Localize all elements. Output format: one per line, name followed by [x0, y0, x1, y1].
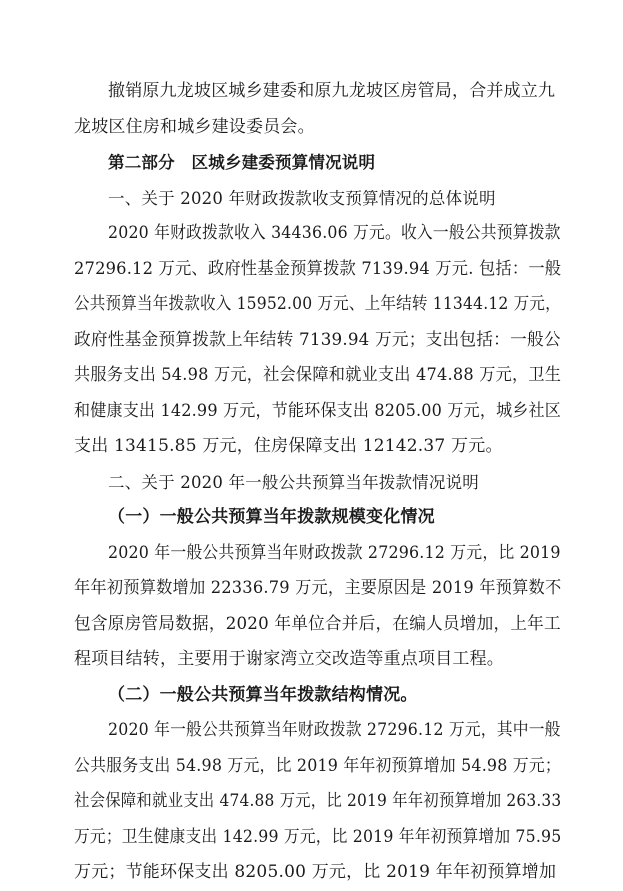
subsection-heading — [74, 500, 561, 536]
text-line: 程项目结转，主要用于谢家湾立交改造等重点项目工程。 — [74, 649, 504, 669]
text-line: 2020 年财政拨款收入 34436.06 万元。收入一般公共预算拨款 — [108, 223, 561, 243]
paragraph-sub1 — [74, 536, 561, 678]
sub2-heading: （二）一般公共预算当年拨款结构情况。 — [108, 684, 418, 705]
text-line: 共服务支出 54.98 万元，社会保障和就业支出 474.88 万元，卫生 — [74, 365, 562, 385]
paragraph-intro — [74, 74, 561, 145]
section-heading — [74, 465, 561, 501]
text-line: 公共服务支出 54.98 万元，比 2019 年年初预算增加 54.98 万元； — [74, 755, 562, 776]
text-line: 包含原房管局数据，2020 年单位合并后，在编人员增加，上年工 — [74, 613, 561, 634]
paragraph-sub2 — [74, 713, 561, 891]
paragraph-section1 — [74, 216, 561, 465]
text-line: 年年初预算数增加 22336.79 万元，主要原因是 2019 年预算数不 — [74, 578, 562, 598]
text-line: 撤销原九龙坡区城乡建委和原九龙坡区房管局，合并成立九 — [108, 81, 556, 101]
part-heading — [74, 145, 561, 181]
text-line: 27296.12 万元、政府性基金预算拨款 7139.94 万元. 包括：一般 — [74, 258, 562, 279]
text-line: 万元；节能环保支出 8205.00 万元，比 2019 年年初预算增加 — [74, 862, 557, 882]
sub1-heading: （一）一般公共预算当年拨款规模变化情况 — [108, 507, 435, 527]
text-line: 龙坡区住房和城乡建设委员会。 — [74, 116, 315, 137]
part2-heading: 第二部分 区城乡建委预算情况说明 — [108, 153, 376, 172]
subsection-heading — [74, 678, 561, 714]
text-line: 2020 年一般公共预算当年财政拨款 27296.12 万元，比 2019 — [108, 542, 561, 563]
text-line: 社会保障和就业支出 474.88 万元，比 2019 年年初预算增加 263.33 — [74, 791, 562, 811]
section2-heading: 二、关于 2020 年一般公共预算当年拨款情况说明 — [108, 472, 479, 492]
text-line: 和健康支出 142.99 万元，节能环保支出 8205.00 万元，城乡社区 — [74, 400, 562, 421]
text-line: 公共预算当年拨款收入 15952.00 万元、上年结转 11344.12 万元， — [74, 294, 561, 314]
section1-heading: 一、关于 2020 年财政拨款收支预算情况的总体说明 — [108, 188, 496, 208]
section-heading — [74, 181, 561, 217]
text-line: 政府性基金预算拨款上年结转 7139.94 万元；支出包括：一般公 — [74, 329, 561, 350]
text-line: 支出 13415.85 万元，住房保障支出 12142.37 万元。 — [74, 436, 503, 456]
text-line: 万元；卫生健康支出 142.99 万元，比 2019 年年初预算增加 75.95 — [74, 826, 562, 847]
text-line: 2020 年一般公共预算当年财政拨款 27296.12 万元，其中一般 — [108, 720, 561, 740]
